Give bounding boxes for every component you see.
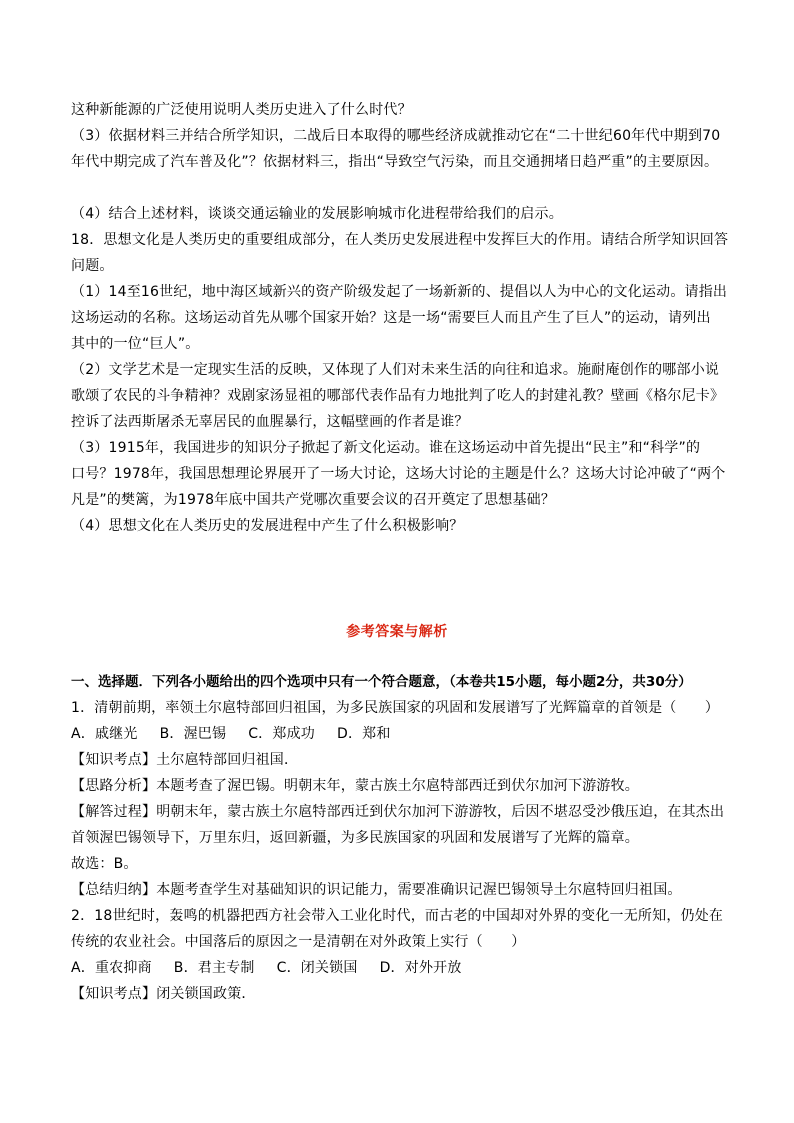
section-heading: 一、选择题．下列各小题给出的四个选项中只有一个符合题意，（本卷共15小题，每小题2分，共30分） (71, 674, 692, 690)
question-line: （2）文学艺术是一定现实生活的反映，又体现了人们对未来生活的向往和追求。施耐庵创作的哪部小说 (71, 362, 720, 378)
question-line: 其中的一位“巨人”。 (71, 336, 200, 352)
option-c: C．闭关锁国 (276, 960, 358, 976)
q1-summary (71, 880, 731, 900)
analysis-tag: 【思路分析】 (71, 778, 157, 794)
question-line: 口号？1978年，我国思想理论界展开了一场大讨论，这场大讨论的主题是什么？这场大讨论冲破了“两个 (71, 466, 726, 482)
q1-process-cont: 首领渥巴锡领导下，万里东归，返回新疆，为多民族国家的巩固和发展谱写了光辉的篇章。 (71, 830, 639, 846)
question-line: 这种新能源的广泛使用说明人类历史进入了什么时代？ (71, 102, 412, 118)
option-b: B．君主专制 (173, 960, 255, 976)
question-line: 年代中期完成了汽车普及化”？依据材料三，指出“导致空气污染，而且交通拥堵日趋严重”的主要原因。 (71, 154, 719, 170)
question-line: （3）依据材料三并结合所学知识，二战后日本取得的哪些经济成就推动它在“二十世纪60年代中期到70 (71, 128, 721, 144)
summary-text: 本题考查学生对基础知识的识记能力，需要准确识记渥巴锡领导土尔扈特回归祖国。 (156, 882, 682, 898)
knowledge-tag: 【知识考点】 (71, 986, 157, 1002)
q2-stem-cont: 传统的农业社会。中国落后的原因之一是清朝在对外政策上实行（ ） (71, 934, 526, 950)
option-b: B．渥巴锡 (159, 726, 227, 742)
option-c: C．郑成功 (248, 726, 315, 742)
question-line: （4）结合上述材料，谈谈交通运输业的发展影响城市化进程带给我们的启示。 (71, 206, 563, 222)
option-d: D．对外开放 (379, 960, 462, 976)
q1-knowledge (71, 750, 731, 770)
process-tag: 【解答过程】 (71, 804, 157, 820)
option-a: A．重农抑商 (71, 960, 152, 976)
q2-stem: 2．18世纪时，轰鸣的机器把西方社会带入工业化时代，而古老的中国却对外界的变化一无所知，仍处在 (71, 908, 724, 924)
q1-analysis (71, 776, 731, 796)
q1-options (71, 724, 731, 744)
q2-knowledge (71, 984, 731, 1004)
question-line: （3）1915年，我国进步的知识分子掀起了新文化运动。谁在这场运动中首先提出“民主”和“科学”的 (71, 440, 701, 456)
summary-tag: 【总结归纳】 (71, 882, 157, 898)
question-line: 控诉了法西斯屠杀无辜居民的血腥暴行，这幅壁画的作者是谁？ (71, 414, 469, 430)
question-line: 18．思想文化是人类历史的重要组成部分，在人类历史发展进程中发挥巨大的作用。请结合所学知识回答 (71, 232, 729, 248)
question-line: 歌颂了农民的斗争精神？戏剧家汤显祖的哪部代表作品有力地批判了吃人的封建礼教？壁画《格尔尼卡》 (71, 388, 725, 404)
knowledge-text: 土尔扈特部回归祖国． (156, 752, 299, 768)
analysis-text: 本题考查了渥巴锡。明朝末年，蒙古族土尔扈特部西迁到伏尔加河下游游牧。 (156, 778, 640, 794)
q1-process (71, 802, 731, 822)
answer-section-title: 参考答案与解析 (346, 624, 448, 640)
q1-choice: 故选：B。 (71, 856, 138, 872)
question-line: 凡是”的樊篱，为1978年底中国共产党哪次重要会议的召开奠定了思想基础？ (71, 492, 556, 508)
q1-stem: 1．清朝前期，率领土尔扈特部回归祖国，为多民族国家的巩固和发展谱写了光辉篇章的首领是（ ） (71, 700, 720, 716)
q2-options (71, 958, 731, 978)
knowledge-text: 闭关锁国政策． (156, 986, 256, 1002)
question-line: 这场运动的名称。这场运动首先从哪个国家开始？这是一场“需要巨人而且产生了巨人”的运动，请列出 (71, 310, 711, 326)
question-line: （1）14至16世纪，地中海区域新兴的资产阶级发起了一场新新的、提倡以人为中心的文化运动。请指出 (71, 284, 728, 300)
knowledge-tag: 【知识考点】 (71, 752, 157, 768)
option-d: D．郑和 (336, 726, 391, 742)
question-line: 问题。 (71, 258, 114, 274)
option-a: A．戚继光 (71, 726, 138, 742)
process-text: 明朝末年，蒙古族土尔扈特部西迁到伏尔加河下游游牧，后因不堪忍受沙俄压迫，在其杰出 (156, 804, 725, 820)
question-line: （4）思想文化在人类历史的发展进程中产生了什么积极影响？ (71, 518, 464, 534)
